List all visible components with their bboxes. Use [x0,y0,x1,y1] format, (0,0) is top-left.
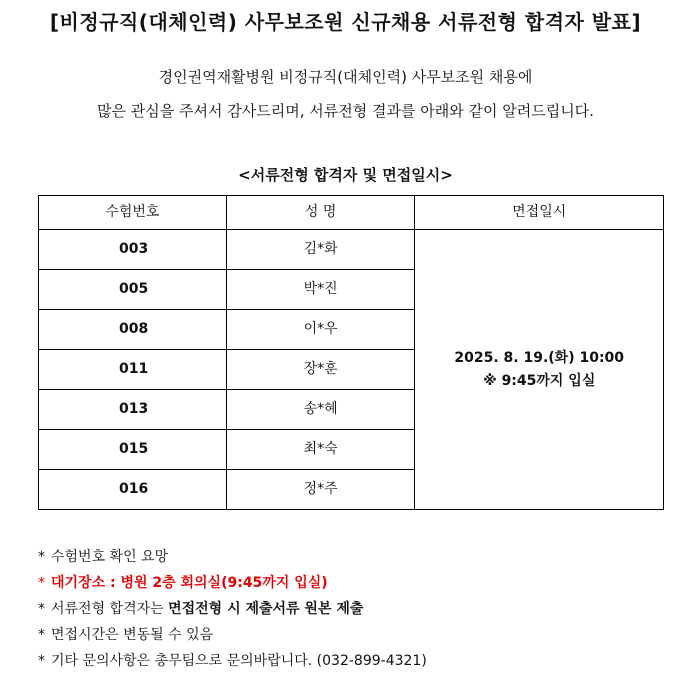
intro-line-2: 많은 관심을 주셔서 감사드리며, 서류전형 결과를 아래와 같이 알려드립니다. [97,102,594,120]
exam-number: 005 [39,270,227,310]
note-text: 대기장소 : 병원 2층 회의실(9:45까지 입실) [51,575,328,591]
exam-number: 013 [39,390,227,430]
note-item [38,622,427,648]
exam-number: 003 [39,230,227,270]
note-bullet: * [38,627,45,643]
candidate-name: 장*훈 [226,350,415,390]
note-text: 면접시간은 변동될 수 있음 [51,627,214,643]
interview-arrival-note: ※ 9:45까지 입실 [483,372,596,389]
candidate-name: 박*진 [226,270,415,310]
note-item [38,596,427,622]
header-name: 성 명 [226,196,415,230]
table-row [39,230,664,270]
note-text: 서류전형 합격자는 [51,601,169,617]
candidate-name: 정*주 [226,470,415,510]
note-text: 수험번호 확인 요망 [51,549,169,565]
candidate-name: 송*혜 [226,390,415,430]
exam-number: 011 [39,350,227,390]
note-text: 기타 문의사항은 총무팀으로 문의바랍니다. (032-899-4321) [51,653,427,669]
candidate-name: 최*숙 [226,430,415,470]
notes-list [38,544,427,674]
note-item-waiting-room [38,570,427,596]
results-table [38,195,664,510]
table-header-row [39,196,664,230]
note-bullet: * [38,601,45,617]
note-bullet: * [38,549,45,565]
header-exam-number: 수험번호 [39,196,227,230]
exam-number: 008 [39,310,227,350]
page-title: [비정규직(대체인력) 사무보조원 신규채용 서류전형 합격자 발표] [49,10,642,34]
candidate-name: 김*화 [226,230,415,270]
intro-line-1: 경인권역재활병원 비정규직(대체인력) 사무보조원 채용에 [158,68,533,86]
interview-datetime-cell [415,230,664,510]
note-item [38,648,427,674]
note-text-bold: 면접전형 시 제출서류 원본 제출 [168,601,364,617]
exam-number: 016 [39,470,227,510]
note-bullet: * [38,575,45,591]
table-title: <서류전형 합격자 및 면접일시> [238,166,453,184]
interview-datetime: 2025. 8. 19.(화) 10:00 [454,350,625,367]
candidate-name: 이*우 [226,310,415,350]
exam-number: 015 [39,430,227,470]
header-interview-datetime: 면접일시 [415,196,664,230]
note-bullet: * [38,653,45,669]
note-item [38,544,427,570]
